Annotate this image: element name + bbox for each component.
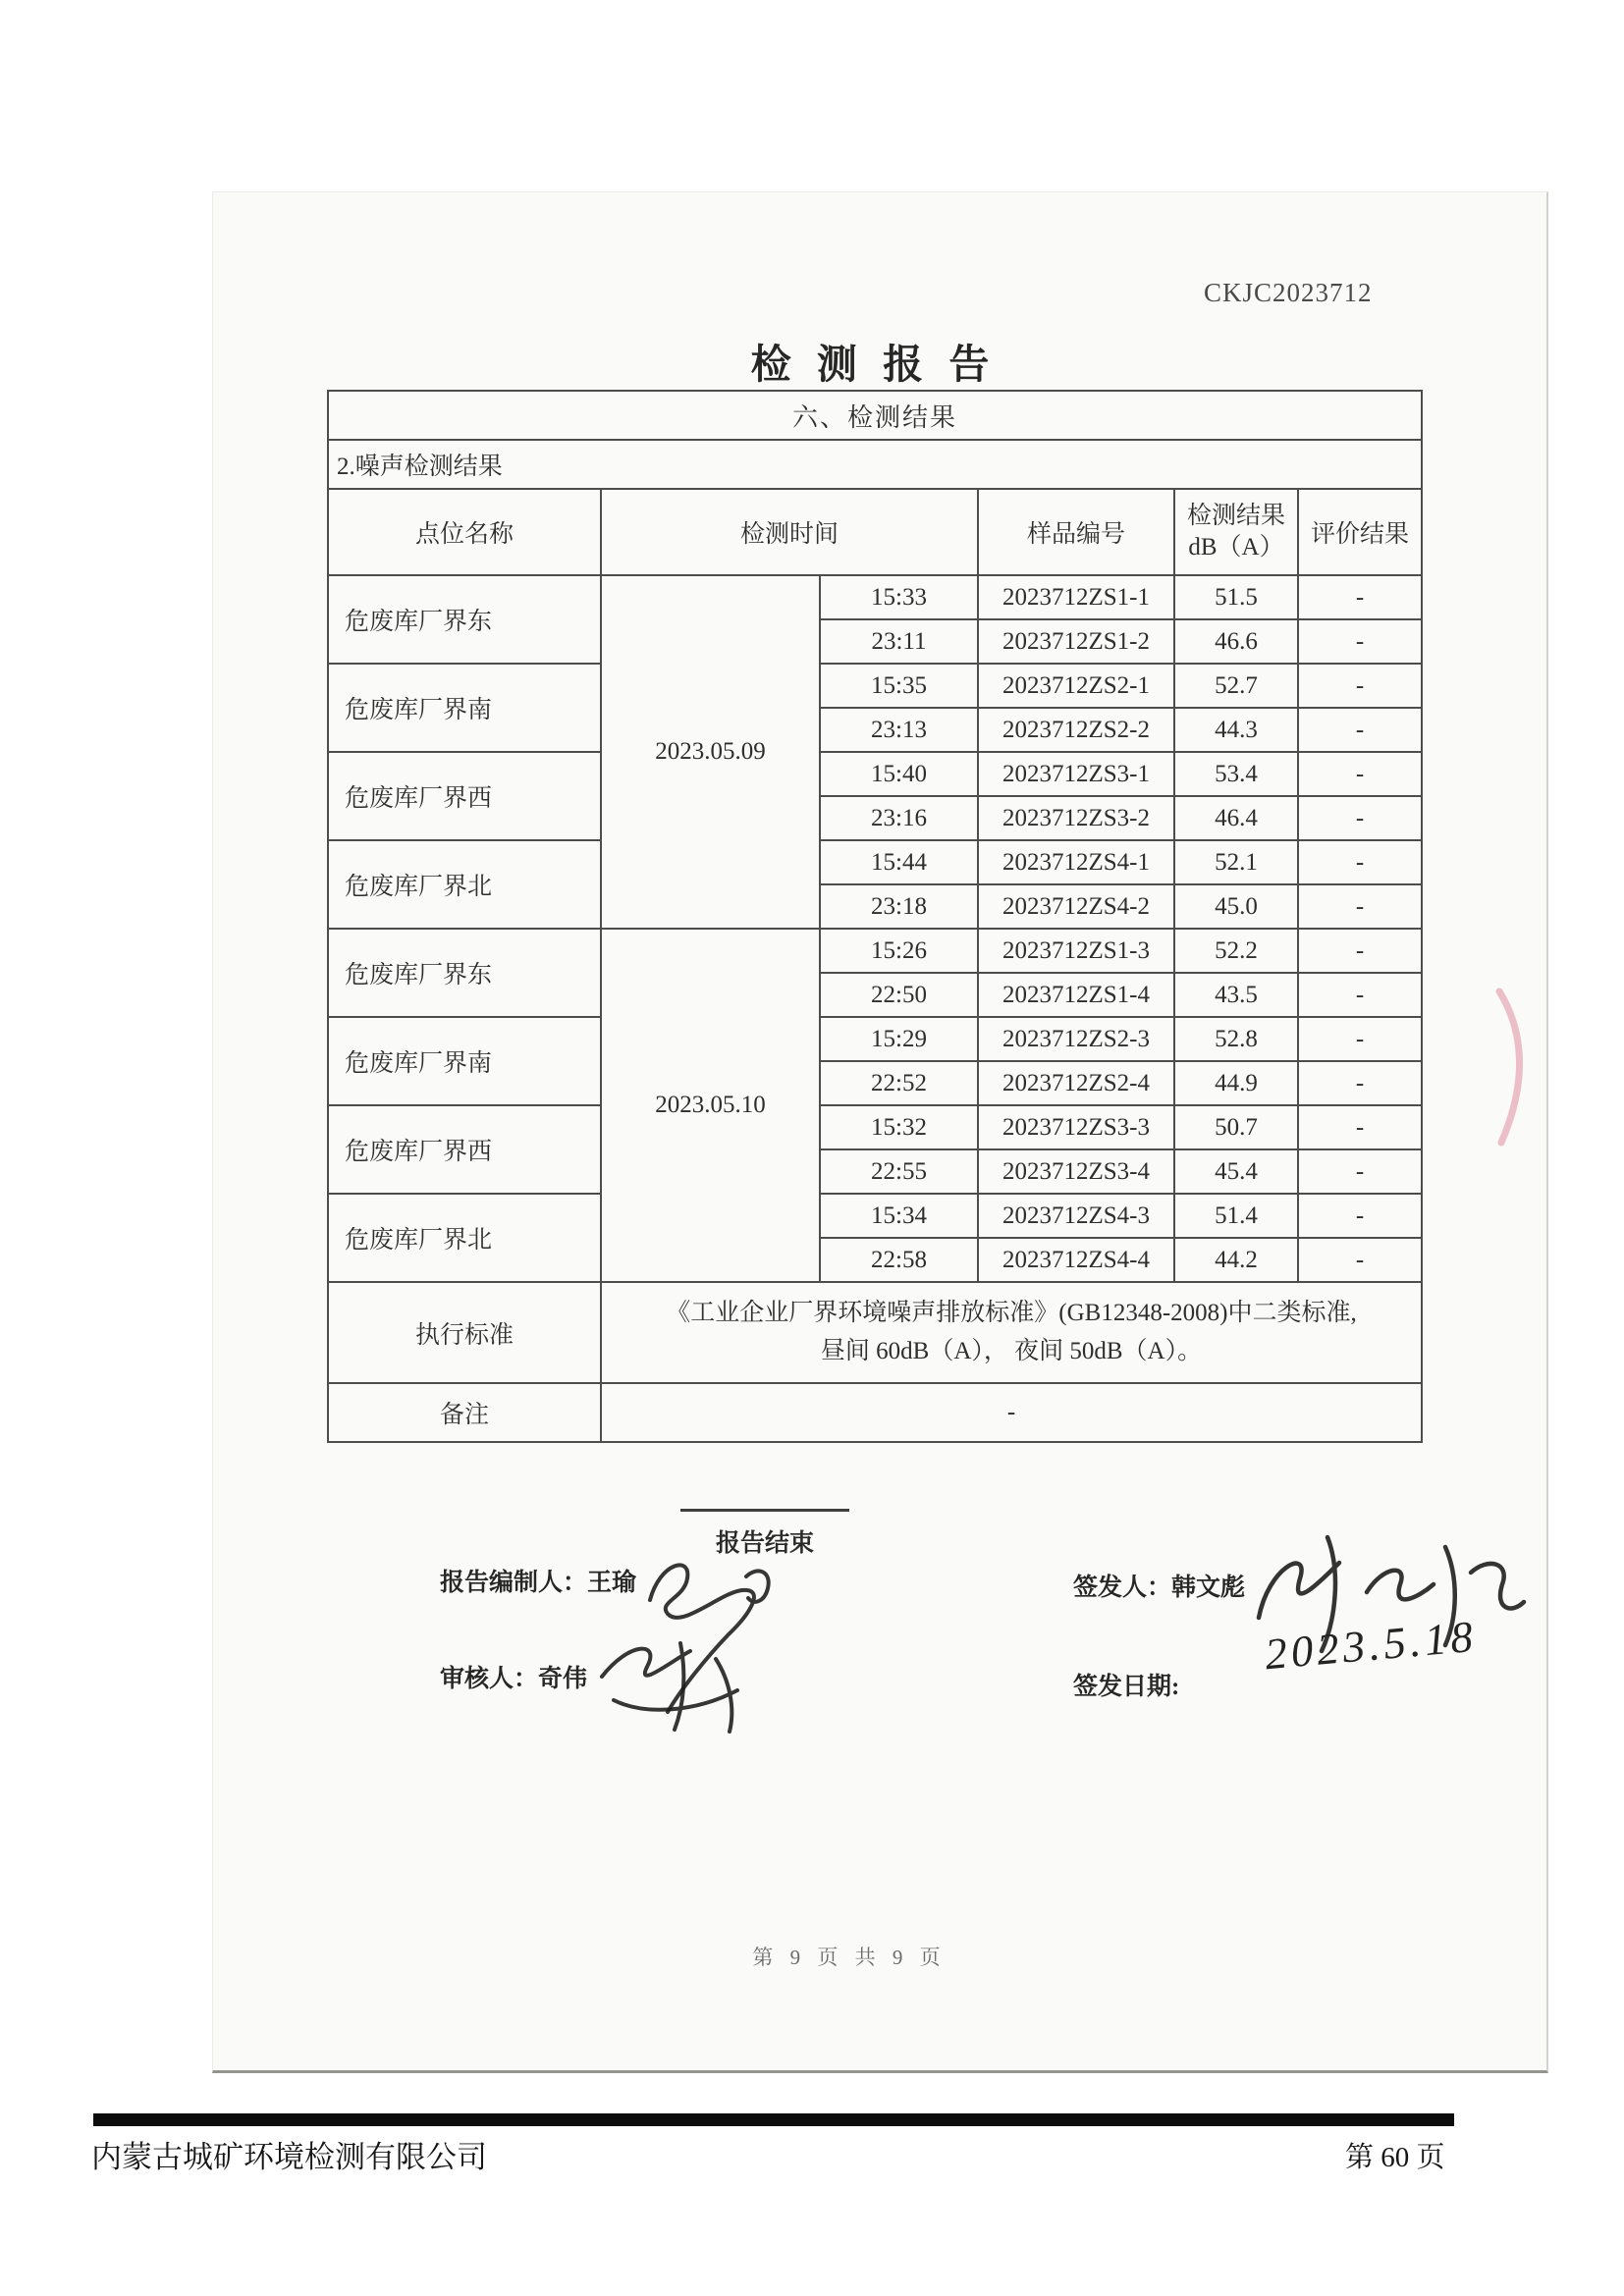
result-cell: 51.5 — [1174, 575, 1298, 619]
signature-reviewer — [584, 1629, 761, 1742]
eval-cell: - — [1298, 752, 1422, 796]
eval-cell: - — [1298, 575, 1422, 619]
standard-label: 执行标准 — [328, 1282, 601, 1383]
page-title: 检 测 报 告 — [750, 342, 998, 387]
section-header: 六、检测结果 — [328, 391, 1422, 440]
col-header-point: 点位名称 — [328, 489, 601, 575]
result-cell: 46.6 — [1174, 619, 1298, 664]
result-cell: 51.4 — [1174, 1194, 1298, 1238]
sample-cell: 2023712ZS1-1 — [978, 575, 1174, 619]
sample-cell: 2023712ZS4-1 — [978, 840, 1174, 884]
date-cell: 2023.05.09 — [601, 575, 820, 929]
sample-cell: 2023712ZS2-2 — [978, 708, 1174, 752]
sample-cell: 2023712ZS1-2 — [978, 619, 1174, 664]
time-cell: 23:11 — [820, 619, 978, 664]
sample-cell: 2023712ZS3-1 — [978, 752, 1174, 796]
eval-cell: - — [1298, 1194, 1422, 1238]
time-cell: 22:50 — [820, 973, 978, 1017]
issue-date-handwritten: 2023.5.18 — [1263, 1611, 1479, 1680]
eval-cell: - — [1298, 973, 1422, 1017]
result-cell: 53.4 — [1174, 752, 1298, 796]
issued-by — [1073, 1568, 1245, 1603]
issuer-name: 韩文彪 — [1171, 1575, 1246, 1601]
remark-label: 备注 — [328, 1383, 601, 1442]
time-cell: 15:29 — [820, 1017, 978, 1061]
sample-cell: 2023712ZS1-3 — [978, 929, 1174, 973]
footer-company: 内蒙古城矿环境检测有限公司 — [91, 2140, 487, 2174]
eval-cell: - — [1298, 1105, 1422, 1149]
time-cell: 23:13 — [820, 708, 978, 752]
eval-cell: - — [1298, 619, 1422, 664]
result-cell: 46.4 — [1174, 796, 1298, 840]
result-cell: 52.7 — [1174, 664, 1298, 708]
sample-cell: 2023712ZS3-4 — [978, 1149, 1174, 1194]
remark-value: - — [601, 1383, 1422, 1442]
time-cell: 22:58 — [820, 1238, 978, 1282]
result-cell: 45.0 — [1174, 884, 1298, 929]
time-cell: 23:16 — [820, 796, 978, 840]
report-code: CKJC2023712 — [1204, 278, 1373, 307]
time-cell: 22:52 — [820, 1061, 978, 1105]
table-row — [328, 929, 1422, 973]
subsection-label: 2.噪声检测结果 — [328, 440, 1422, 489]
result-cell: 52.8 — [1174, 1017, 1298, 1061]
eval-cell: - — [1298, 929, 1422, 973]
result-cell: 52.1 — [1174, 840, 1298, 884]
sample-cell: 2023712ZS2-1 — [978, 664, 1174, 708]
date-cell: 2023.05.10 — [601, 929, 820, 1282]
sample-cell: 2023712ZS3-2 — [978, 796, 1174, 840]
point-name-cell: 危废库厂界西 — [328, 1105, 601, 1194]
prepared-by-label: 报告编制人： — [440, 1570, 588, 1596]
col-header-result-line1: 检测结果 — [1186, 502, 1285, 529]
col-header-sample: 样品编号 — [978, 489, 1174, 575]
time-cell: 15:32 — [820, 1105, 978, 1149]
sample-cell: 2023712ZS4-4 — [978, 1238, 1174, 1282]
time-cell: 15:44 — [820, 840, 978, 884]
eval-cell: - — [1298, 796, 1422, 840]
eval-cell: - — [1298, 1061, 1422, 1105]
point-name-cell: 危废库厂界北 — [328, 1194, 601, 1282]
eval-cell: - — [1298, 708, 1422, 752]
time-cell: 15:35 — [820, 664, 978, 708]
eval-cell: - — [1298, 840, 1422, 884]
point-name-cell: 危废库厂界东 — [328, 929, 601, 1017]
reviewer-name: 奇伟 — [538, 1666, 588, 1692]
result-cell: 43.5 — [1174, 973, 1298, 1017]
issue-date — [1073, 1667, 1179, 1702]
result-cell: 52.2 — [1174, 929, 1298, 973]
col-header-time: 检测时间 — [601, 489, 978, 575]
eval-cell: - — [1298, 1238, 1422, 1282]
reviewed-by — [440, 1659, 587, 1694]
table-row — [328, 1194, 1422, 1238]
pen-mark — [1486, 982, 1539, 1153]
sample-cell: 2023712ZS3-3 — [978, 1105, 1174, 1149]
eval-cell: - — [1298, 884, 1422, 929]
eval-cell: - — [1298, 1017, 1422, 1061]
eval-cell: - — [1298, 664, 1422, 708]
sample-cell: 2023712ZS2-3 — [978, 1017, 1174, 1061]
reviewer-label: 审核人： — [440, 1666, 539, 1692]
result-cell: 50.7 — [1174, 1105, 1298, 1149]
result-cell: 44.9 — [1174, 1061, 1298, 1105]
report-end-marker: 报告结束 — [715, 1530, 814, 1557]
footer-page-number: 第 60 页 — [1345, 2142, 1445, 2173]
footer-rule — [93, 2113, 1454, 2126]
point-name-cell: 危废库厂界西 — [328, 752, 601, 840]
time-cell: 22:55 — [820, 1149, 978, 1194]
point-name-cell: 危废库厂界南 — [328, 1017, 601, 1105]
point-name-cell: 危废库厂界北 — [328, 840, 601, 929]
result-cell: 45.4 — [1174, 1149, 1298, 1194]
sample-cell: 2023712ZS4-2 — [978, 884, 1174, 929]
results-table — [327, 390, 1423, 1443]
result-cell: 44.2 — [1174, 1238, 1298, 1282]
col-header-result-line2: dB（A） — [1188, 534, 1284, 561]
point-name-cell: 危废库厂界东 — [328, 575, 601, 664]
sample-cell: 2023712ZS2-4 — [978, 1061, 1174, 1105]
prepared-by — [440, 1563, 636, 1598]
col-header-eval: 评价结果 — [1298, 489, 1422, 575]
issue-date-label: 签发日期: — [1073, 1674, 1180, 1700]
time-cell: 15:40 — [820, 752, 978, 796]
sample-cell: 2023712ZS4-3 — [978, 1194, 1174, 1238]
table-row — [328, 840, 1422, 884]
table-row — [328, 575, 1422, 619]
table-row — [328, 1017, 1422, 1061]
table-row — [328, 1105, 1422, 1149]
page-number: 第 9 页 共 9 页 — [752, 1946, 947, 1969]
point-name-cell: 危废库厂界南 — [328, 664, 601, 752]
sample-cell: 2023712ZS1-4 — [978, 973, 1174, 1017]
standard-text: 《工业企业厂界环境噪声排放标准》(GB12348-2008)中二类标准,昼间 60dB（A）， 夜间 50dB（A）。 — [601, 1282, 1422, 1383]
table-row — [328, 664, 1422, 708]
report-end-divider — [680, 1509, 849, 1512]
table-row — [328, 752, 1422, 796]
prepared-by-name: 王瑜 — [587, 1570, 637, 1596]
eval-cell: - — [1298, 1149, 1422, 1194]
time-cell: 15:34 — [820, 1194, 978, 1238]
issuer-label: 签发人： — [1073, 1575, 1172, 1601]
time-cell: 15:33 — [820, 575, 978, 619]
time-cell: 15:26 — [820, 929, 978, 973]
col-header-result — [1174, 489, 1298, 575]
time-cell: 23:18 — [820, 884, 978, 929]
result-cell: 44.3 — [1174, 708, 1298, 752]
